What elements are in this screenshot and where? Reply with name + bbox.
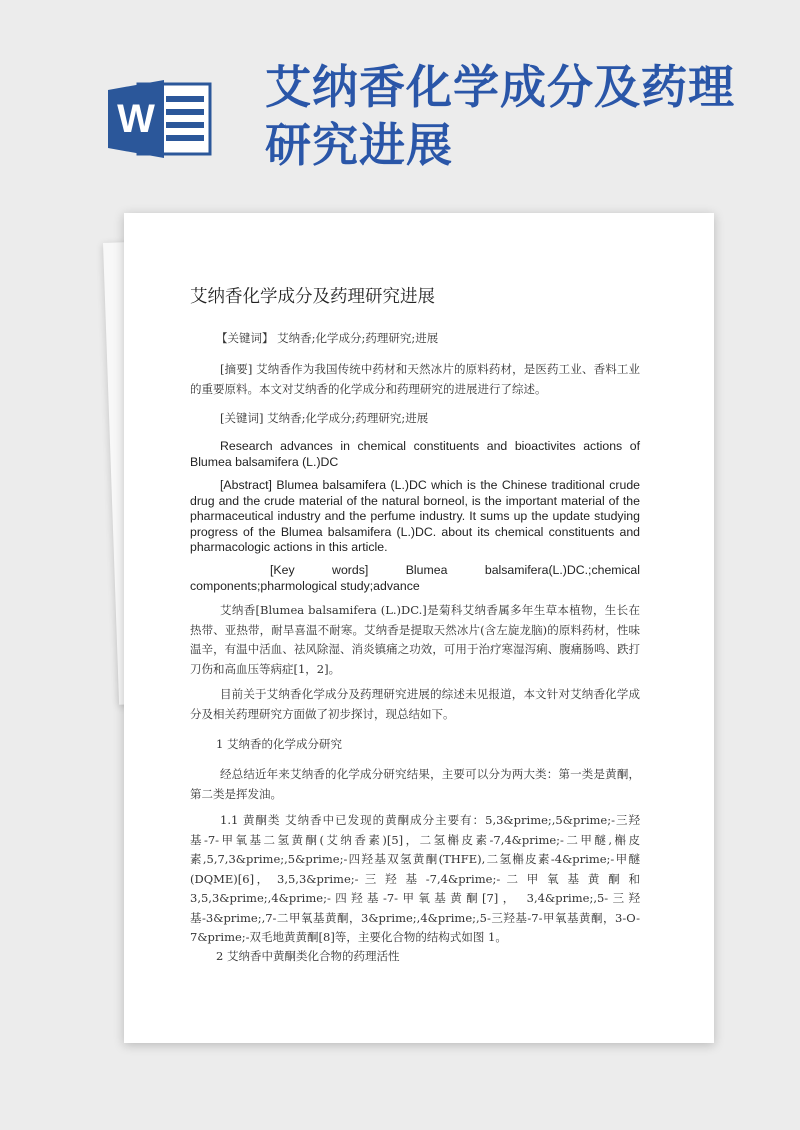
section-2-heading: 2 艾纳香中黄酮类化合物的药理活性 xyxy=(216,949,400,963)
document-title: 艾纳香化学成分及药理研究进展 xyxy=(190,287,435,307)
abstract-en: [Abstract] Blumea balsamifera (L.)DC which is the Chinese traditional crude drug and the crude material of the natural borneol, is the important material of the pharmaceutical industry and the perfume industry. It sums up the update studying progress of the Blumea balsamifera (L.)DC. about its chemical constituents and pharmacologic actions in this article. xyxy=(190,478,640,555)
section-1-heading: 1 艾纳香的化学成分研究 xyxy=(216,737,342,751)
intro-paragraph-2: 目前关于艾纳香化学成分及药理研究进展的综述未见报道，本文针对艾纳香化学成分及相关药理研究方面做了初步探讨，现总结如下。 xyxy=(190,687,640,721)
keywords-cn: [关键词] 艾纳香;化学成分;药理研究;进展 xyxy=(220,411,429,425)
header-banner xyxy=(0,0,800,200)
section-1-paragraph: 经总结近年来艾纳香的化学成分研究结果，主要可以分为两大类：第一类是黄酮，第二类是挥发油。 xyxy=(190,767,640,801)
keywords-en: [Key words] Blumea balsamifera(L.)DC.;chemical components;pharmological study;advance xyxy=(190,563,640,593)
svg-text:W: W xyxy=(117,97,155,141)
document-page xyxy=(124,213,714,1043)
section-1-1-paragraph: 1.1 黄酮类 艾纳香中已发现的黄酮成分主要有：5,3&prime;,5&prime;-三羟基-7-甲氧基二氢黄酮(艾纳香素)[5]，二氢槲皮素-7,4&prime;-二甲醚,槲皮素,5,7,3&prime;,5&prime;-四羟基双氢黄酮(THFE),二氢槲皮素-4&prime;-甲醚(DQME)[6]， 3,5,3&prime;- 三 羟 基 -7,4&prime;- 二 甲 氧 基 黄 酮 和 3,5,3&prime;,4&prime;-四羟基-7-甲氧基黄酮[7]， 3,4&prime;,5-三羟基-3&prime;,7-二甲氧基黄酮，3&prime;,4&prime;,5-三羟基-7-甲氧基黄酮，3-O-7&prime;-双毛地黄黄酮[8]等，主要化合物的结构式如图 1。 xyxy=(190,813,640,944)
english-title: Research advances in chemical constituents and bioactivites actions of Blumea balsamifera (L.)DC xyxy=(190,439,640,469)
intro-paragraph-1: 艾纳香[Blumea balsamifera (L.)DC.]是菊科艾纳香属多年生草本植物，生长在热带、亚热带，耐旱喜温不耐寒。艾纳香是提取天然冰片(含左旋龙脑)的原料药材，性味温辛，有温中活血、祛风除湿、消炎镇痛之功效，可用于治疗寒湿泻痢、腹痛肠鸣、跌打刀伤和高血压等病症[1，2]。 xyxy=(190,603,640,676)
word-document-icon xyxy=(108,80,213,158)
banner-title-line-1: 艾纳香化学成分及药理 xyxy=(265,60,735,114)
banner-title-line-2: 研究进展 xyxy=(265,118,453,172)
abstract-cn: [摘要] 艾纳香作为我国传统中药材和天然冰片的原料药材，是医药工业、香料工业的重要原料。本文对艾纳香的化学成分和药理研究的进展进行了综述。 xyxy=(190,362,640,396)
keywords-top: 【关键词】 艾纳香;化学成分;药理研究;进展 xyxy=(216,331,439,345)
